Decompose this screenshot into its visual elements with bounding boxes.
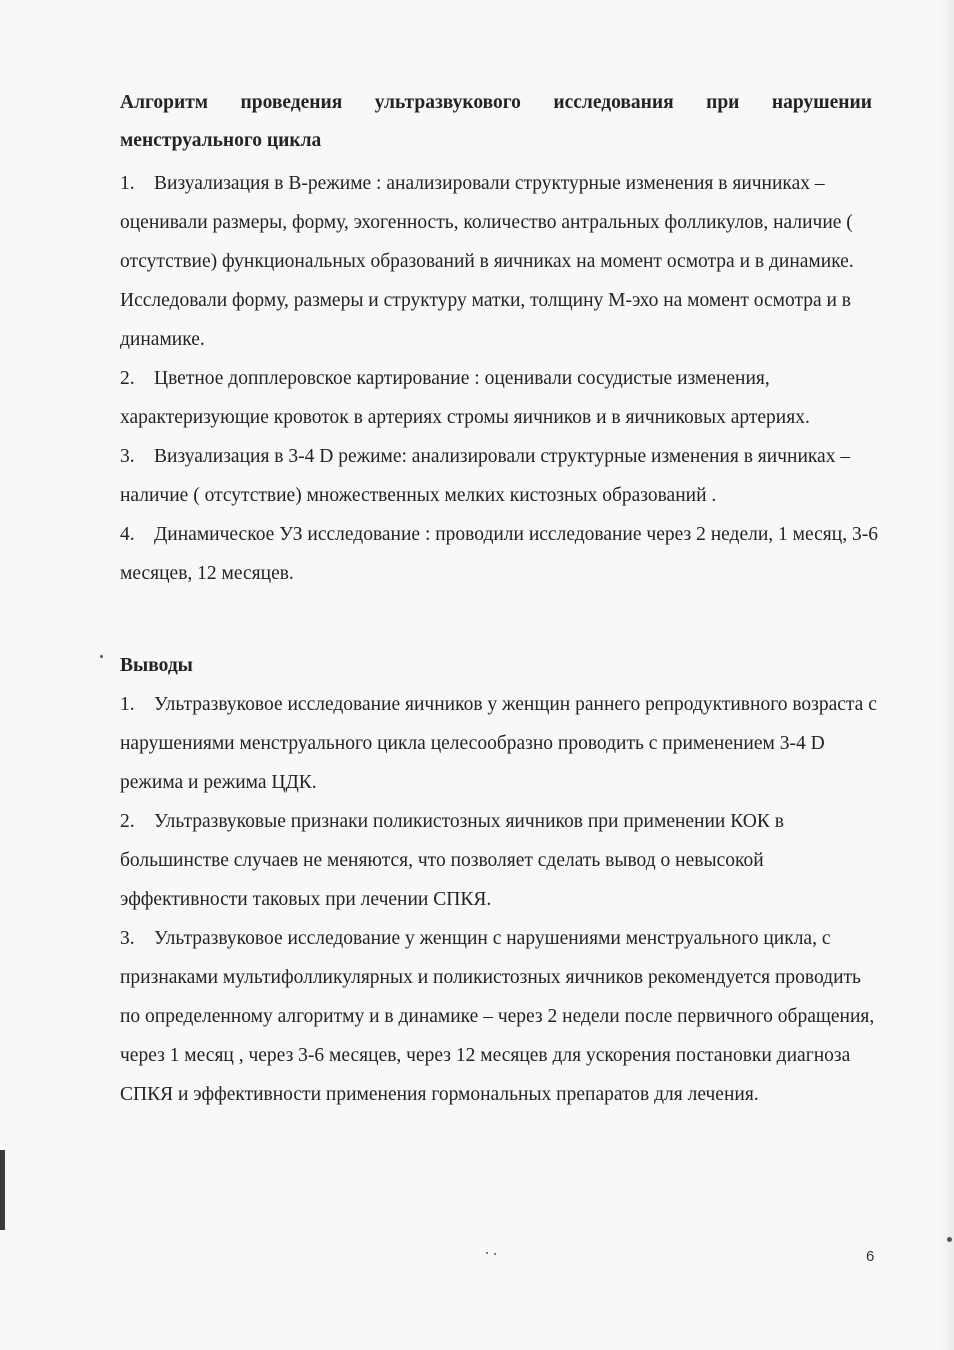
list-item-text: Визуализация в В-режиме : анализировали структурные изменения в яичниках – оценивали размеры, форму, эхогенность, количество антральных фолликулов, наличие ( отсутствие) функциональных образований в яичниках на момент осмотра и в динамике. Исследовали форму, размеры и структуру матки, толщину М-эхо на момент осмотра и в динамике.: [120, 173, 854, 350]
scan-speck: [947, 1237, 952, 1242]
list-item-number: 2.: [120, 811, 135, 832]
list-item-number: 1.: [120, 694, 135, 715]
list-item-text: Динамическое УЗ исследование : проводили исследование через 2 недели, 1 месяц, 3-6 месяцев, 12 месяцев.: [120, 524, 878, 584]
list-item-text: Визуализация в 3-4 D режиме: анализировали структурные изменения в яичниках – наличие ( отсутствие) множественных мелких кистозных образований .: [120, 446, 851, 506]
list-item-text: Ультразвуковое исследование у женщин с нарушениями менструального цикла, с признаками мультифолликулярных и поликистозных яичников рекомендуется проводить по определенному алгоритму и в динамике – через 2 недели после первичного обращения, через 1 месяц , через 3-6 месяцев, через 12 месяцев для ускорения постановки диагноза СПКЯ и эффективности применения гормональных препаратов для лечения.: [120, 928, 875, 1105]
list-item-number: 2.: [120, 368, 135, 389]
list-item-text: Цветное допплеровское картирование : оценивали сосудистые изменения, характеризующие кровоток в артериях стромы яичников и в яичниковых артериях.: [120, 368, 810, 428]
list-item: [120, 802, 880, 919]
section-title-line-1: Алгоритм проведения ультразвукового исследования при нарушении: [120, 92, 872, 113]
list-item-number: 3.: [120, 446, 135, 467]
list-item: [120, 164, 880, 359]
list-item: [120, 685, 880, 802]
list-item: [120, 359, 880, 437]
section-title-line-2: менструального цикла: [120, 130, 322, 151]
scan-edge-shadow: [940, 0, 954, 1350]
list-item: [120, 515, 880, 593]
scan-speck: [100, 655, 103, 658]
list-item-number: 4.: [120, 524, 135, 545]
scan-edge-mark: [0, 1150, 5, 1230]
algorithm-list: [120, 164, 880, 593]
list-item: [120, 437, 880, 515]
document-body: [120, 84, 880, 1114]
section-title-conclusions: Выводы: [120, 655, 193, 676]
scan-speck: [486, 1252, 488, 1254]
list-item-text: Ультразвуковые признаки поликистозных яичников при применении КОК в большинстве случаев не меняются, что позволяет сделать вывод о невысокой эффективности таковых при лечении СПКЯ.: [120, 811, 784, 910]
list-item-number: 1.: [120, 173, 135, 194]
conclusions-list: [120, 685, 880, 1114]
section-title-algorithm: [120, 84, 880, 160]
list-item-text: Ультразвуковое исследование яичников у женщин раннего репродуктивного возраста с нарушениями менструального цикла целесообразно проводить с применением 3-4 D режима и режима ЦДК.: [120, 694, 877, 793]
page-number: 6: [866, 1248, 875, 1265]
scan-speck: [494, 1253, 496, 1255]
list-item: [120, 919, 880, 1114]
list-item-number: 3.: [120, 928, 135, 949]
